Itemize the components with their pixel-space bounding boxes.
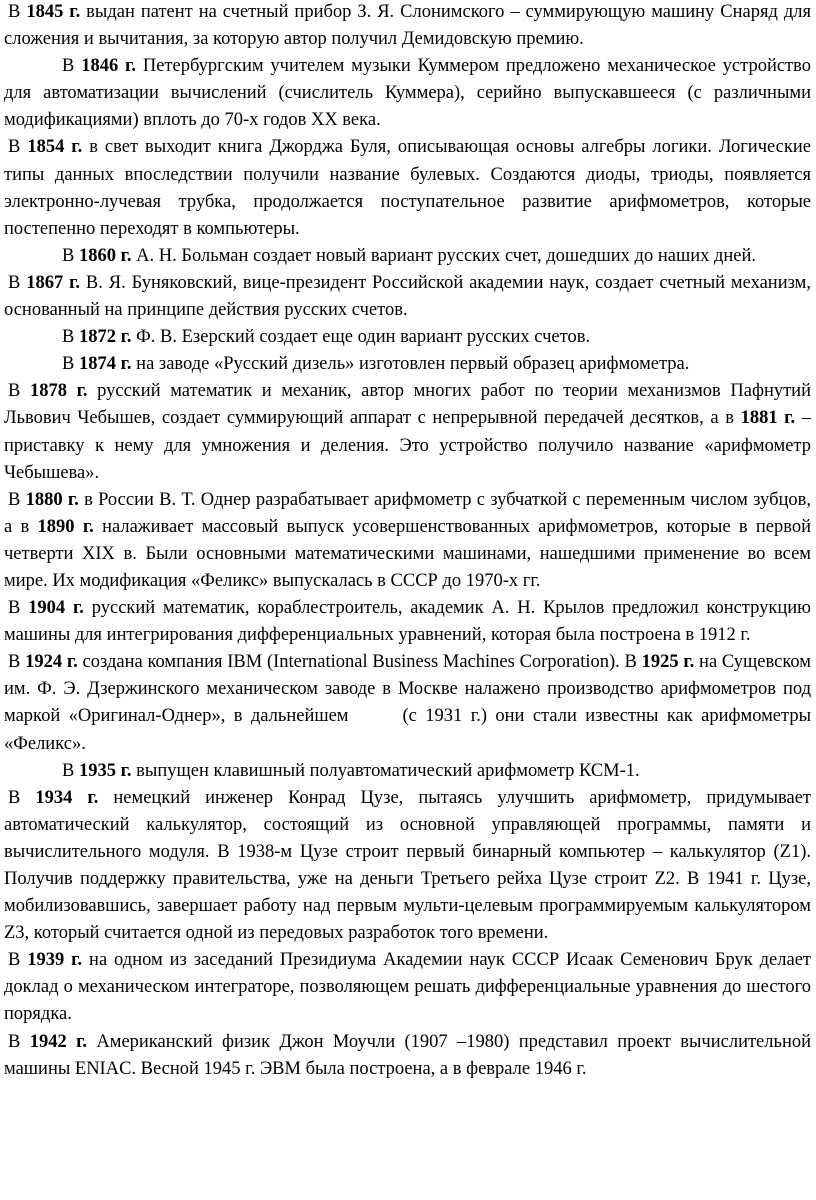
paragraph <box>4 595 811 649</box>
paragraph-text: выпущен клавишный полуавтоматический арифмометр КСМ-1. <box>131 760 640 781</box>
paragraph-text: создана компания IBM (International Business Machines Corporation). В <box>77 652 642 673</box>
paragraph-text: на Сущевском им. Ф. Э. Дзержинского механическом заводе в Москве налажено производство арифмометров под маркой «Оригинал-Однер», в дальнейшем <box>4 652 811 727</box>
paragraph <box>4 351 811 378</box>
paragraph-text: русский математик, кораблестроитель, академик А. Н. Крылов предложил конструкцию машины для интегрирования дифференциальных уравнений, которая была построена в 1912 г. <box>4 598 811 646</box>
paragraph-text: налаживает массовый выпуск усовершенствованных арифмометров, которые в первой четверти XIX в. Были основными математическими машинами, нашедшими применение во всем мире. Их модификация «Феликс» выпускалась в СССР до 1970-х гг. <box>4 516 811 591</box>
paragraph-text: В <box>8 652 26 673</box>
paragraph-text: выдан патент на счетный прибор З. Я. Слонимского – суммирующую машину Снаряд для сложения и вычитания, за которую автор получил Демидовскую премию. <box>4 2 811 50</box>
paragraph-text: В <box>62 327 79 348</box>
paragraph <box>4 649 811 757</box>
paragraph-text: А. Н. Больман создает новый вариант русских счет, дошедших до наших дней. <box>131 245 757 266</box>
paragraph-text: Ф. В. Езерский создает еще один вариант русских счетов. <box>131 327 591 348</box>
year-label: 1880 г. <box>25 489 79 510</box>
year-label: 1867 г. <box>26 272 81 293</box>
year-label: 1935 г. <box>78 760 132 781</box>
year-label: 1872 г. <box>78 327 132 348</box>
paragraph-text: В. Я. Буняковский, вице-президент Российской академии наук, создает счетный механизм, основанный на принципе действия русских счетов. <box>4 272 811 321</box>
paragraph-text: В <box>8 381 30 402</box>
year-label: 1874 г. <box>78 354 132 375</box>
paragraph-text: В <box>62 354 79 375</box>
year-label: 1881 г. <box>740 408 796 429</box>
paragraph <box>4 785 811 948</box>
paragraph-text: в свет выходит книга Джорджа Буля, описывающая основы алгебры логики. Логические типы данных впоследствии получили название булевых. Создаются диоды, триоды, появляется электронно-лучевая трубка, продолжается поступательное развитие арифмометров, которые постепенно переходят в компьютеры. <box>4 137 811 239</box>
paragraph-text: Петербургским учителем музыки Куммером предложено механическое устройство для автоматизации вычислений (счислитель Куммера), серийно выпускавшееся (с различными модификациями) вплоть до 70-х годов XX века. <box>4 56 811 131</box>
paragraph <box>4 134 811 242</box>
year-label: 1845 г. <box>26 2 81 22</box>
paragraph <box>4 1029 811 1083</box>
year-label: 1878 г. <box>29 381 88 402</box>
year-label: 1924 г. <box>25 652 78 673</box>
paragraph-text: В <box>8 272 27 293</box>
year-label: 1934 г. <box>35 787 99 808</box>
paragraph-text: В <box>8 598 29 619</box>
paragraph-text: В <box>8 2 27 22</box>
paragraph-text: в России В. Т. Однер разрабатывает арифмометр с зубчаткой с переменным числом зубцов, а в <box>4 489 811 537</box>
year-label: 1925 г. <box>641 652 695 673</box>
paragraph <box>4 324 811 351</box>
paragraph <box>4 378 811 486</box>
paragraph-text: Американский физик Джон Моучли (1907 –1980) представил проект вычислительной машины ENIAC. Весной 1945 г. ЭВМ была построена, а в феврале 1946 г. <box>4 1031 811 1079</box>
paragraph-text: русский математик и механик, автор многих работ по теории механизмов Пафнутий Львович Чебышев, создает суммирующий аппарат с непрерывной передачей десятков, а в <box>4 381 811 429</box>
year-label: 1942 г. <box>29 1031 88 1052</box>
year-label: 1904 г. <box>28 598 84 619</box>
paragraph <box>4 53 811 134</box>
paragraph <box>4 270 811 324</box>
paragraph <box>4 243 811 270</box>
year-label: 1846 г. <box>81 56 136 77</box>
paragraph-text: В <box>62 56 82 77</box>
paragraph-text: В <box>8 489 26 510</box>
year-label: 1890 г. <box>37 516 94 537</box>
document-body <box>4 0 811 1083</box>
paragraph-text: (с 1931 г.) они стали известны как арифмометры «Феликс». <box>4 706 811 754</box>
paragraph-text: – приставку к нему для умножения и деления. Это устройство получило название «арифмометр Чебышева». <box>4 408 811 483</box>
paragraph-text: В <box>8 1031 30 1052</box>
paragraph <box>4 758 811 785</box>
year-label: 1860 г. <box>78 245 132 266</box>
paragraph-text: В <box>8 787 36 808</box>
paragraph <box>4 487 811 595</box>
paragraph-text: на заводе «Русский дизель» изготовлен первый образец арифмометра. <box>131 354 690 375</box>
year-label: 1939 г. <box>27 950 83 971</box>
year-label: 1854 г. <box>27 137 83 158</box>
paragraph <box>4 0 811 53</box>
paragraph <box>4 947 811 1028</box>
paragraph-text: на одном из заседаний Президиума Академии наук СССР Исаак Семенович Брук делает доклад о механическом интеграторе, позволяющем решать дифференциальные уравнения до шестого порядка. <box>4 950 811 1025</box>
paragraph-text: В <box>8 137 28 158</box>
paragraph-text: В <box>8 950 28 971</box>
paragraph-text: В <box>62 760 79 781</box>
paragraph-text: немецкий инженер Конрад Цузе, пытаясь улучшить арифмометр, придумывает автоматический калькулятор, состоящий из основной управляющей программы, памяти и вычислительного модуля. В 1938-м Цузе строит первый бинарный компьютер – калькулятор (Z1). Получив поддержку правительства, уже на деньги Третьего рейха Цузе строит Z2. В 1941 г. Цузе, мобилизовавшись, завершает работу над первым мульти-целевым программируемым калькулятором Z3, который считается одной из передовых разработок того времени. <box>4 787 811 944</box>
paragraph-text: В <box>62 245 79 266</box>
